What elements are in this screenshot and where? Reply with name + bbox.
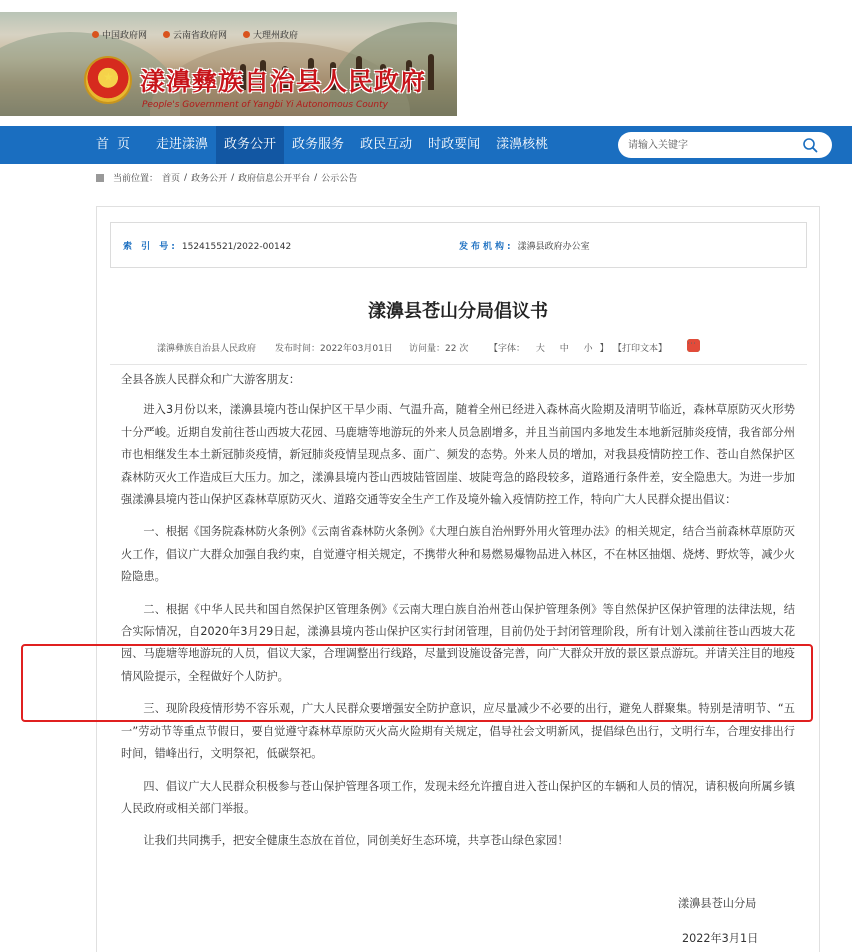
signature: 漾濞县苍山分局	[678, 897, 757, 910]
breadcrumb-platform[interactable]: 政府信息公开平台	[238, 174, 311, 184]
site-banner	[0, 0, 852, 126]
breadcrumb-home[interactable]: 首页	[162, 174, 181, 184]
font-size-control: 【字体： 大 中 小 】	[489, 344, 609, 354]
breadcrumb: 当前位置： 首页 / 政务公开 / 政府信息公开平台 / 公示公告	[96, 171, 357, 184]
nav-item-gov-affairs[interactable]: 政务公开	[216, 126, 284, 164]
banner-image	[0, 12, 457, 116]
breadcrumb-notices[interactable]: 公示公告	[321, 174, 358, 184]
nav-item-services[interactable]: 政务服务	[292, 137, 345, 152]
location-icon	[96, 174, 104, 182]
article-container	[96, 206, 820, 952]
divider	[110, 364, 807, 365]
view-count: 访问量：22 次	[409, 344, 469, 354]
article-title: 漾濞县苍山分局倡议书	[368, 301, 548, 322]
article-body	[121, 369, 795, 863]
site-title: 漾濞彝族自治县人民政府	[140, 67, 427, 96]
site-subtitle: People's Government of Yangbi Yi Autonomous County	[142, 100, 388, 110]
national-emblem-icon: ★	[84, 56, 132, 104]
paragraph: 一、根据《国务院森林防火条例》《云南省森林防火条例》《大理白族自治州野外用火管理办法》的相关规定，结合当前森林草原防灭火工作，倡议广大群众加强自我约束，自觉遵守相关规定，不携带火种和易燃易爆物品进入林区，不在林区抽烟、烧烤、野炊等，减少火险隐患。	[121, 525, 795, 584]
nav-item-news[interactable]: 时政要闻	[428, 137, 481, 152]
paragraph: 进入3月份以来，漾濞县境内苍山保护区干旱少雨、气温升高，随着全州已经进入森林高火险期及清明节临近，森林草原防灭火形势十分严峻。近期自发前往苍山西坡大花园、马鹿塘等地游玩的外来人员急剧增多，并且当前国内多地发生本地新冠肺炎疫情，我省部分州市也相继发生本土新冠肺炎疫情，新冠肺炎疫情呈现点多、面广、频发的态势。外来人员的增加，对我县疫情防控工作、苍山自然保护区森林防灭火工作造成巨大压力。加之，漾濞县境内苍山西坡陆管固崖、坡陡弯急的路段较多，道路通行条件差，安全隐患大。为进一步加强漾濞县境内苍山保护区森林草原防灭火、道路交通等安全生产工作及境外输入疫情防控工作，特向广大人民群众提出倡议：	[121, 403, 795, 507]
link-dot-icon	[243, 31, 250, 38]
print-link[interactable]: 【打印文本】	[613, 344, 668, 354]
link-dot-icon	[163, 31, 170, 38]
publishing-org: 发布机构: 漾濞县政府办公室	[459, 242, 590, 252]
article-source: 漾濞彝族自治县人民政府	[157, 344, 257, 354]
paragraph: 二、根据《中华人民共和国自然保护区管理条例》《云南大理白族自治州苍山保护管理条例》等自然保护区保护管理的法律法规，结合实际情况，自2020年3月29日起，漾濞县境内苍山保护区实行封闭管理，目前仍处于封闭管理阶段，所有计划入漾前往苍山西坡大花园、马鹿塘等地游玩的人员，倡议大家，合理调整出行线路，尽量到设施设备完善，向广大群众开放的景区景点游玩。并请关注目的地疫情风险提示，全程做好个人防护。	[121, 602, 795, 683]
top-link[interactable]: 云南省政府网	[163, 28, 227, 41]
top-link[interactable]: 大理州政府	[243, 28, 298, 41]
search-input[interactable]	[628, 137, 798, 153]
share-bar	[687, 339, 699, 351]
link-dot-icon	[92, 31, 99, 38]
search-icon[interactable]	[802, 137, 818, 153]
greeting: 全县各族人民群众和广大游客朋友：	[121, 373, 301, 386]
search-box	[618, 132, 832, 158]
nav-item-interaction[interactable]: 政民互动	[360, 137, 413, 152]
nav-item-home[interactable]: 首页	[96, 137, 139, 152]
nav-item-walnut[interactable]: 漾濞核桃	[496, 137, 549, 152]
top-links	[92, 28, 298, 41]
paragraph: 让我们共同携手，把安全健康生态放在首位，同创美好生态环境，共享苍山绿色家园！	[143, 834, 569, 848]
main-nav	[0, 126, 852, 164]
font-size-large[interactable]: 大	[535, 344, 545, 354]
nav-item-about[interactable]: 走进漾濞	[156, 137, 209, 152]
top-link[interactable]: 中国政府网	[92, 28, 147, 41]
paragraph: 四、倡议广大人民群众积极参与苍山保护管理各项工作，发现未经允许擅自进入苍山保护区的车辆和人员的情况，请积极向所属乡镇人民政府或相关部门举报。	[121, 779, 795, 815]
sign-date: 2022年3月1日	[682, 932, 759, 945]
article-meta-box	[110, 222, 807, 268]
font-size-small[interactable]: 小	[583, 344, 593, 354]
more-icon[interactable]: ⋯	[687, 339, 696, 349]
paragraph: 三、现阶段疫情形势不容乐观，广大人民群众要增强安全防护意识，应尽量减少不必要的出行，避免人群聚集。特别是清明节、“五一”劳动节等重点节假日，要自觉遵守森林草原防灭火高火险期有关规定，倡导社会文明新风，提倡绿色出行，文明行车，合理安排出行时间，错峰出行，文明祭祀，低碳祭祀。	[121, 702, 795, 761]
publish-time: 发布时间：2022年03月01日	[275, 344, 393, 354]
breadcrumb-gov-affairs[interactable]: 政务公开	[191, 174, 228, 184]
index-number: 索 引 号: 152415521/2022-00142	[123, 242, 292, 252]
breadcrumb-label: 当前位置：	[113, 174, 159, 184]
font-size-medium[interactable]: 中	[559, 344, 569, 354]
